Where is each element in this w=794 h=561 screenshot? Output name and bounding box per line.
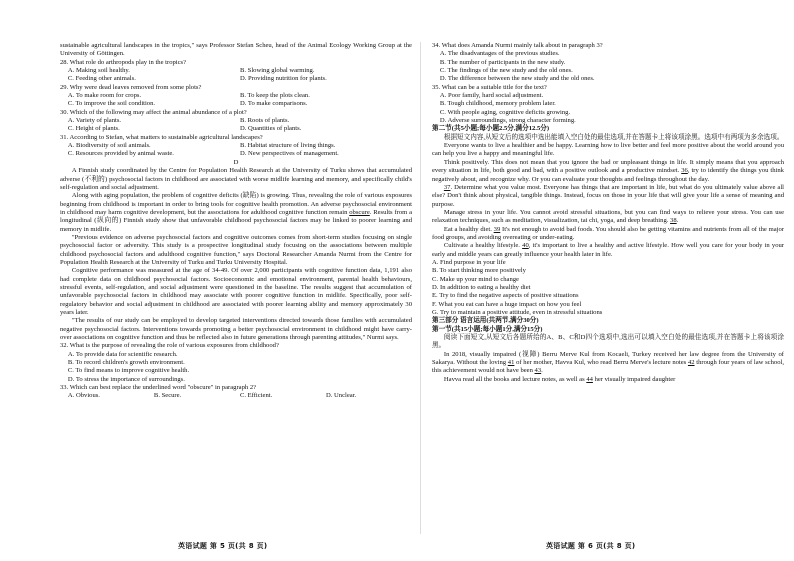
option-a: A. Obvious. [67, 392, 100, 400]
option-d: D. Providing nutrition for plants. [239, 75, 327, 83]
passage-d-paragraph-2 [60, 192, 412, 234]
cloze-paragraph-3 [432, 184, 784, 209]
option-c: C. The findings of the new study and the old ones. [439, 67, 573, 75]
option-c: C. To find means to improve cognitive health. [67, 367, 190, 375]
option-b: B. To start thinking more positively [432, 267, 526, 275]
part-3-title: 第三部分 语言运用(共两节,满分30分) [432, 317, 539, 325]
question-33: 33. Which can best replace the underlined word "obscure" in paragraph 2? [60, 384, 257, 392]
option-d: D. To make comparisons. [239, 100, 308, 108]
paragraph-text: Think positively. This does not mean that you ignore the bad or unpleasant things in life. It simply means that you approach every situation in life, both good and bad, with a positive outlook and a productive mindset. [432, 158, 784, 175]
question-28-options [60, 67, 412, 75]
option-e: E. Try to find the negative aspects of positive situations [432, 292, 579, 300]
option-c: C. Resources provided by animal waste. [67, 150, 174, 158]
option-a: A. Biodiversity of soil animals. [67, 142, 151, 150]
question-33-options [60, 392, 412, 400]
option-d: D. The difference between the new study and the old ones. [439, 75, 595, 83]
passage-d-paragraph-3: "Previous evidence on adverse psychosocial factors and cognitive outcomes comes from short-term studies focusing on single psychosocial factor or adversity. This study is a prospective longitudinal study focusing on the associations between multiple childhood psychosocial factors and adulthood cognitive function," says Doctoral Researcher Amanda Nurmi from the Centre for Population Health Research at the University of Turku and Turku University Hospital. [60, 233, 412, 266]
page-footer-right: 英语试题 第 6 页(共 8 页) [546, 542, 636, 550]
question-30-options [60, 117, 412, 125]
option-f: F. What you eat can have a huge impact on how you feel [432, 300, 582, 308]
option-b: B. The number of participants in the new study. [439, 58, 566, 66]
section-2-title: 第二节(共5小题;每小题2.5分,满分12.5分) [432, 125, 550, 133]
option-d: D. Quantities of plants. [239, 125, 302, 133]
option-a: A. Poor family, hard social adjustment. [439, 92, 544, 100]
blank-40: 40 [522, 242, 529, 250]
cloze-passage-paragraph-2 [432, 376, 784, 384]
option-b: B. To keep the plots clean. [239, 92, 310, 100]
passage-d-paragraph-5: "The results of our study can be employed to develop targeted interventions directed towards those families with accumulated negative psychosocial factors. Interventions towards promoting a better psychosocial environment in childhood might have carry-over associations on cognitive function and thus be reflected also in future generations through parenting attitudes," Nurmi says. [60, 317, 412, 342]
option-a: A. To make room for crops. [67, 92, 142, 100]
option-a: A. Variety of plants. [67, 117, 122, 125]
cloze-paragraph-4 [432, 209, 784, 226]
question-29-options [60, 92, 412, 100]
paragraph-text: Manage stress in your life. You cannot avoid stressful situations, but you can find ways to relieve your stress. You can use relaxation techniques, such as meditation, visualization, tai chi, yoga, and deep breathing. [432, 208, 784, 225]
question-32: 32. What is the purpose of revealing the role of various exposures from childhood? [60, 342, 279, 350]
column-divider [420, 42, 421, 534]
option-b: B. Slowing global warming. [239, 67, 315, 75]
question-29: 29. Why were dead leaves removed from some plots? [60, 83, 202, 91]
blank-43: 43 [534, 367, 542, 375]
option-b: B. Habitat structure of living things. [239, 142, 336, 150]
option-d: D. Adverse surroundings, strong character forming. [439, 117, 576, 125]
question-34: 34. What does Amanda Nurmi mainly talk about in paragraph 3? [432, 42, 603, 49]
passage-d-paragraph-4: Cognitive performance was measured at the age of 34-49. Of over 2,000 participants with cognitive function data, 1,191 also had complete data on childhood psychosocial factors. Socioeconomic and emotional environment, parental health behaviours, stressful events, self-regulation, and social adjustment were questioned in the baseline. The results suggest that accumulation of unfavorable psychosocial factors in childhood may associate with poorer cognitive function in midlife. Specifically, poor self-regulatory behavior and social adjustment in childhood are associated with poorer learning ability and memory approximately 30 years later. [60, 267, 412, 316]
option-a: A. Making soil healthy. [67, 67, 130, 75]
question-31-options-2 [60, 150, 412, 158]
left-column [60, 42, 412, 534]
option-d: D. To stress the importance of surroundings. [67, 375, 185, 383]
option-c: C. To improve the soil condition. [67, 100, 156, 108]
section-2-instructions: 根据短文内容,从短文后的选项中选出能填入空白处的最佳选项,并在答题卡上将该项涂黑。选项中有两项为多余选项。 [443, 133, 784, 141]
option-b: B. To record children's growth environment. [67, 359, 185, 367]
section-1-instructions: 阅读下面短文,从短文后各题所给的A、B、C和D四个选项中,选出可以填入空白处的最佳选项,并在答题卡上将该项涂黑。 [432, 334, 784, 350]
passage-d-heading: D [233, 158, 239, 166]
option-b: B. Tough childhood, memory problem later. [439, 100, 556, 108]
option-d: D. Unclear. [325, 392, 357, 400]
question-28-options-2 [60, 75, 412, 83]
paragraph-text: . Determine what you value most. Everyone has things that are important in life, but what do you ultimately value above all else? Don't think about physical, tangible things. Instead, focus on those in your life that will give your life a sense of meaning and purpose. [432, 183, 784, 208]
cloze-passage-paragraph-1 [432, 351, 784, 376]
question-31: 31. According to Stefan, what matters to sustainable agricultural landscapes? [60, 133, 263, 141]
blank-39: 39 [493, 225, 501, 233]
option-g: G. Try to maintain a positive attitude, even in stressful situations [432, 309, 603, 316]
paragraph-text: . [541, 367, 543, 375]
passage-d-paragraph-1: A Finnish study coordinated by the Centre for Population Health Research at the University of Turku shows that accumulated adverse (不利的) psychosocial factors in childhood are associated with worse midlife learning and memory, and specifically child's self-regulation and social adjustment. [60, 167, 412, 191]
paragraph-text: In 2018, visually impaired (视障) Berru Merve Kul from Kocaeli, Turkey received her law degree from the University of Sakarya. Without the loving [432, 350, 784, 367]
paragraph-text: . [676, 217, 679, 225]
blank-36: 36 [681, 167, 688, 175]
paragraph-text: Cultivate a healthy lifestyle. [443, 242, 523, 250]
option-c: C. Height of plants. [67, 125, 120, 133]
cloze-paragraph-2 [432, 159, 784, 184]
option-c: C. Feeding other animals. [67, 75, 136, 83]
option-c: C. Make up your mind to change [432, 275, 519, 283]
paragraph-text: her visually impaired daughter [592, 375, 676, 383]
page-footer-left: 英语试题 第 5 页(共 8 页) [178, 542, 268, 550]
option-a: A. Find purpose in your life [432, 258, 506, 266]
option-b: B. Roots of plants. [239, 117, 290, 125]
blank-38: 38 [670, 217, 677, 225]
blank-44: 44 [586, 375, 593, 383]
question-29-options-2 [60, 100, 412, 108]
option-c: C. Efficient. [239, 392, 273, 400]
option-c: C. With people aging, cognitive deficits growing. [439, 108, 571, 116]
question-30: 30. Which of the following may affect the animal abundance of a plot? [60, 108, 247, 116]
cloze-paragraph-5 [432, 226, 784, 243]
option-a: A. The disadvantages of the previous studies. [439, 50, 560, 58]
paragraph-text: through four years of law school, this achievement would not have been [432, 359, 784, 375]
paragraph-text: Along with aging population, the problem of cognitive deficits (缺陷) is growing. Thus, revealing the role of various exposures beginning from childhood is important in order to bring tools for cognitive health promotion. An adverse psychosocial environment in childhood may harm cognitive development, but the associations for adulthood cognitive function remain [60, 192, 412, 216]
option-b: B. Secure. [153, 392, 182, 400]
question-35: 35. What can be a suitable title for the text? [432, 83, 547, 91]
paragraph-text: Havva read all the books and lecture notes, as well as [443, 375, 587, 383]
cloze-paragraph-6 [432, 242, 784, 259]
question-30-options-2 [60, 125, 412, 133]
paragraph-text: , try to identify the things you think negatively about, and recognize why. Or you can evaluate your thoughts and feelings throughout the day. [432, 167, 784, 183]
blank-41: 41 [507, 359, 515, 367]
option-a: A. To provide data for scientific research. [67, 350, 178, 358]
blank-42: 42 [687, 359, 695, 367]
question-31-options [60, 142, 412, 150]
cloze-paragraph-1: Everyone wants to live a healthier and be happy. Learning how to live better and feel more positive about the world around you can help you live a happy and meaningful life. [432, 142, 784, 158]
section-1-title: 第一节(共15小题;每小题1分,满分15分) [432, 325, 543, 333]
paragraph-text: , it's important to live a healthy and active lifestyle. How well you care for your body in your early and middle years can greatly influence your health later in life. [432, 242, 784, 258]
paragraph-text: It's not enough to avoid bad foods. You should also be getting vitamins and nutrients from all of the major food groups, and avoiding overeating or under-eating. [432, 225, 784, 241]
paragraph-text: . Results from a longitudinal (纵向的) Finnish study show that unfavorable childhood psychosocial factors may be linked to poorer learning and memory in midlife. [60, 208, 412, 233]
paragraph-text: Eat a healthy diet. [443, 225, 494, 233]
question-28: 28. What role do arthropods play in the tropics? [60, 58, 187, 66]
blank-37: 37 [443, 183, 451, 191]
paragraph-text: of her mother, Havva Kul, who read Berru Merve's lecture notes [514, 359, 688, 367]
right-column [432, 42, 784, 534]
underlined-word: obscure [349, 208, 370, 216]
option-d: D. In addition to eating a healthy diet [432, 283, 531, 291]
option-d: D. New perspectives of management. [239, 150, 339, 158]
passage-c-ending: sustainable agricultural landscapes in the tropics," says Professor Stefan Scheu, head of the Animal Ecology Working Group at the University of Göttingen. [60, 42, 412, 58]
